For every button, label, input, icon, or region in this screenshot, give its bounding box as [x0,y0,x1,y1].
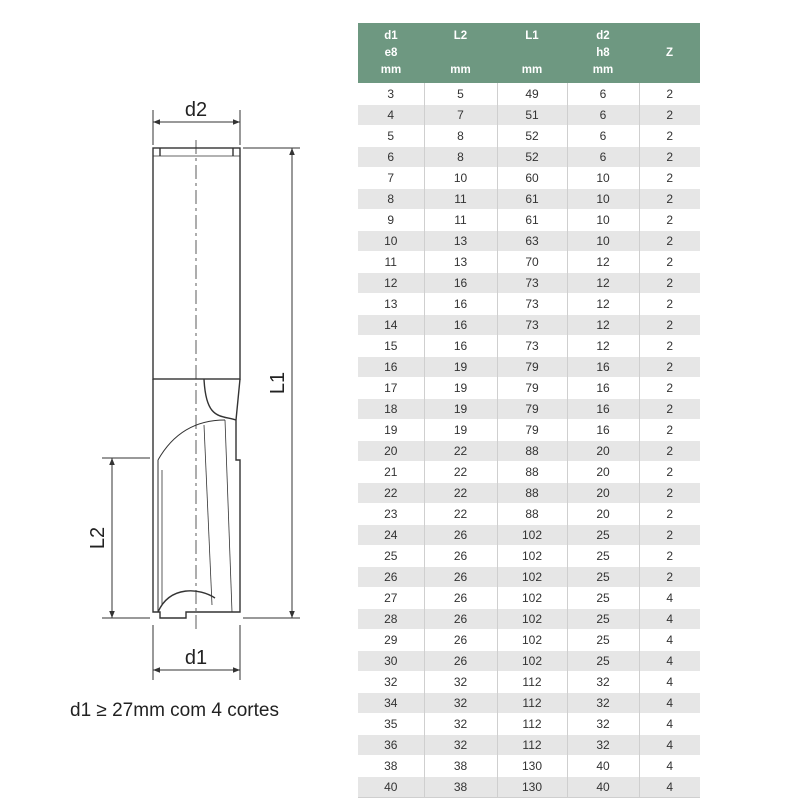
cell-L2: 32 [424,672,497,693]
cell-d2: 12 [567,252,639,273]
cell-d2: 6 [567,126,639,147]
cell-z: 4 [639,693,700,714]
cell-L1: 52 [497,147,567,168]
header-line: d2 [596,29,610,42]
header-line: mm [521,63,543,76]
cell-L2: 38 [424,777,497,798]
cell-d2: 25 [567,525,639,546]
cell-L1: 102 [497,567,567,588]
table-row [358,441,700,462]
cell-d2: 16 [567,399,639,420]
table-row [358,756,700,777]
cell-d1: 9 [358,210,424,231]
table-row [358,399,700,420]
cell-L1: 73 [497,294,567,315]
cell-z: 2 [639,462,700,483]
cell-L1: 60 [497,168,567,189]
four-flute-note: d1 ≥ 27mm com 4 cortes [70,700,279,721]
header-line: mm [380,63,402,76]
cell-z: 2 [639,441,700,462]
cell-L2: 32 [424,735,497,756]
cell-d1: 38 [358,756,424,777]
cell-L1: 70 [497,252,567,273]
cell-L1: 79 [497,357,567,378]
header-line: L1 [525,29,539,42]
table-row [358,588,700,609]
cell-d1: 25 [358,546,424,567]
table-row [358,294,700,315]
cell-d1: 34 [358,693,424,714]
cell-L2: 8 [424,147,497,168]
cell-L1: 102 [497,651,567,672]
cell-d1: 36 [358,735,424,756]
cell-d2: 20 [567,483,639,504]
cell-z: 4 [639,714,700,735]
table-header-row [358,23,700,84]
cell-z: 4 [639,588,700,609]
cell-L2: 26 [424,546,497,567]
cell-z: 4 [639,735,700,756]
d1-label: d1 [184,647,208,669]
cell-d1: 12 [358,273,424,294]
cell-z: 4 [639,756,700,777]
cell-L1: 102 [497,630,567,651]
cell-d2: 25 [567,546,639,567]
cell-z: 2 [639,252,700,273]
cell-L2: 16 [424,294,497,315]
cell-L2: 22 [424,441,497,462]
cell-L2: 26 [424,609,497,630]
cell-z: 2 [639,378,700,399]
header-d1 [358,23,424,84]
cell-d2: 25 [567,567,639,588]
L2-label: L2 [87,526,109,550]
cell-L1: 112 [497,693,567,714]
cell-d2: 10 [567,189,639,210]
cell-z: 2 [639,483,700,504]
table-row [358,609,700,630]
header-line: L2 [453,29,468,42]
cell-d1: 7 [358,168,424,189]
cell-d1: 22 [358,483,424,504]
cell-L2: 26 [424,630,497,651]
cell-d2: 12 [567,273,639,294]
cell-d1: 15 [358,336,424,357]
cell-L1: 88 [497,504,567,525]
cell-d1: 16 [358,357,424,378]
table-body [358,84,700,798]
cell-d1: 10 [358,231,424,252]
cell-d2: 10 [567,168,639,189]
cell-d1: 30 [358,651,424,672]
cell-d1: 17 [358,378,424,399]
cell-z: 2 [639,189,700,210]
cell-z: 2 [639,399,700,420]
header-line [639,62,700,79]
table-row [358,231,700,252]
cell-z: 2 [639,546,700,567]
router-bit-drawing [0,0,355,800]
cell-z: 2 [639,567,700,588]
cell-L1: 102 [497,588,567,609]
cell-d1: 23 [358,504,424,525]
cell-L1: 102 [497,546,567,567]
table-row [358,315,700,336]
cell-d2: 16 [567,378,639,399]
cell-d2: 32 [567,735,639,756]
cell-z: 2 [639,357,700,378]
shank-outline [153,148,240,379]
cell-L2: 22 [424,504,497,525]
flute-lower [158,591,215,612]
cell-L2: 16 [424,336,497,357]
dimensions-table [358,23,700,798]
cell-L2: 26 [424,651,497,672]
cell-d2: 12 [567,315,639,336]
header-z [639,23,700,84]
cell-d1: 18 [358,399,424,420]
header-line: mm [450,63,471,76]
cell-L1: 88 [497,462,567,483]
cell-L2: 19 [424,420,497,441]
cell-z: 2 [639,273,700,294]
cutter-outline [153,379,240,618]
table-row [358,147,700,168]
cell-L1: 49 [497,84,567,105]
cell-d2: 25 [567,651,639,672]
table-row [358,546,700,567]
header-line: e8 [384,46,398,59]
header-L1 [497,23,567,84]
cell-d2: 40 [567,756,639,777]
cell-d1: 21 [358,462,424,483]
cell-d2: 32 [567,714,639,735]
cell-z: 2 [639,504,700,525]
table-row [358,336,700,357]
L1-label: L1 [267,371,289,395]
cell-L2: 19 [424,378,497,399]
cell-L2: 8 [424,126,497,147]
cell-d2: 20 [567,441,639,462]
cell-z: 4 [639,651,700,672]
table-row [358,168,700,189]
cell-d2: 32 [567,693,639,714]
cell-d1: 14 [358,315,424,336]
header-line: Z [665,46,674,59]
cell-L2: 19 [424,357,497,378]
table-row [358,378,700,399]
table-row [358,567,700,588]
cell-z: 4 [639,630,700,651]
table-row [358,504,700,525]
table-row [358,462,700,483]
cell-L1: 63 [497,231,567,252]
header-L2 [424,23,497,84]
cell-z: 2 [639,105,700,126]
cell-d1: 19 [358,420,424,441]
table-row [358,525,700,546]
cell-L1: 88 [497,441,567,462]
cell-L2: 11 [424,210,497,231]
cell-L2: 13 [424,252,497,273]
cell-z: 4 [639,777,700,798]
table-row [358,420,700,441]
cell-L2: 38 [424,756,497,777]
cell-L2: 10 [424,168,497,189]
table-row [358,651,700,672]
cell-L2: 26 [424,567,497,588]
cell-L1: 52 [497,126,567,147]
cell-d2: 20 [567,504,639,525]
cell-d1: 5 [358,126,424,147]
cell-d2: 6 [567,147,639,168]
cell-z: 2 [639,84,700,105]
cell-L2: 32 [424,714,497,735]
cell-L1: 112 [497,672,567,693]
header-d2 [567,23,639,84]
cell-d1: 24 [358,525,424,546]
table-row [358,252,700,273]
header-line: d1 [384,29,398,42]
cell-d2: 25 [567,588,639,609]
cell-z: 2 [639,210,700,231]
header-line: h8 [596,46,610,59]
cell-L1: 79 [497,420,567,441]
cell-d1: 27 [358,588,424,609]
cell-L2: 7 [424,105,497,126]
table-row [358,693,700,714]
table-row [358,483,700,504]
cell-L2: 22 [424,462,497,483]
d2-label: d2 [184,99,208,121]
header-line [424,45,497,62]
cell-d1: 26 [358,567,424,588]
cell-d1: 11 [358,252,424,273]
cell-z: 2 [639,336,700,357]
table-row [358,735,700,756]
cell-L2: 5 [424,84,497,105]
cell-z: 2 [639,420,700,441]
cell-d1: 32 [358,672,424,693]
cell-L2: 26 [424,588,497,609]
cell-z: 2 [639,126,700,147]
table-row [358,210,700,231]
cell-L1: 112 [497,735,567,756]
cell-L2: 16 [424,315,497,336]
cell-L1: 73 [497,315,567,336]
header-line [497,45,567,62]
cell-d1: 20 [358,441,424,462]
cell-L2: 13 [424,231,497,252]
cell-z: 2 [639,525,700,546]
table-row [358,714,700,735]
cell-z: 2 [639,147,700,168]
header-line: mm [592,63,614,76]
cell-L2: 11 [424,189,497,210]
cell-L2: 22 [424,483,497,504]
cell-d1: 40 [358,777,424,798]
table-row [358,357,700,378]
cell-d2: 25 [567,609,639,630]
table-row [358,126,700,147]
cell-d2: 40 [567,777,639,798]
cell-d1: 6 [358,147,424,168]
cell-z: 2 [639,168,700,189]
cell-z: 2 [639,294,700,315]
cell-d1: 4 [358,105,424,126]
cell-L1: 79 [497,378,567,399]
cell-L1: 73 [497,273,567,294]
cell-d2: 10 [567,231,639,252]
cell-L1: 102 [497,525,567,546]
cell-d1: 8 [358,189,424,210]
cell-L1: 102 [497,609,567,630]
cell-L2: 16 [424,273,497,294]
cell-L2: 19 [424,399,497,420]
cell-d2: 20 [567,462,639,483]
cell-L1: 130 [497,777,567,798]
cell-d1: 13 [358,294,424,315]
table-row [358,105,700,126]
cell-L1: 61 [497,210,567,231]
cell-L1: 88 [497,483,567,504]
cell-d1: 3 [358,84,424,105]
cell-d2: 12 [567,336,639,357]
cell-L2: 32 [424,693,497,714]
table-row [358,630,700,651]
cell-L1: 61 [497,189,567,210]
cell-d1: 28 [358,609,424,630]
cell-d2: 6 [567,105,639,126]
cell-L1: 73 [497,336,567,357]
cell-d2: 16 [567,357,639,378]
cell-d2: 12 [567,294,639,315]
cell-d2: 16 [567,420,639,441]
cell-d1: 29 [358,630,424,651]
cell-z: 2 [639,315,700,336]
table-row [358,273,700,294]
cell-d2: 25 [567,630,639,651]
cell-d2: 10 [567,210,639,231]
cell-d2: 32 [567,672,639,693]
table-row [358,84,700,105]
cell-L1: 51 [497,105,567,126]
cell-z: 4 [639,672,700,693]
cell-z: 2 [639,231,700,252]
cell-L1: 112 [497,714,567,735]
cell-z: 4 [639,609,700,630]
cell-d2: 6 [567,84,639,105]
table-row [358,777,700,798]
table-row [358,672,700,693]
flute-upper [204,379,236,420]
cell-L2: 26 [424,525,497,546]
table-row [358,189,700,210]
cell-d1: 35 [358,714,424,735]
header-line [639,28,700,45]
cell-L1: 130 [497,756,567,777]
cell-L1: 79 [497,399,567,420]
